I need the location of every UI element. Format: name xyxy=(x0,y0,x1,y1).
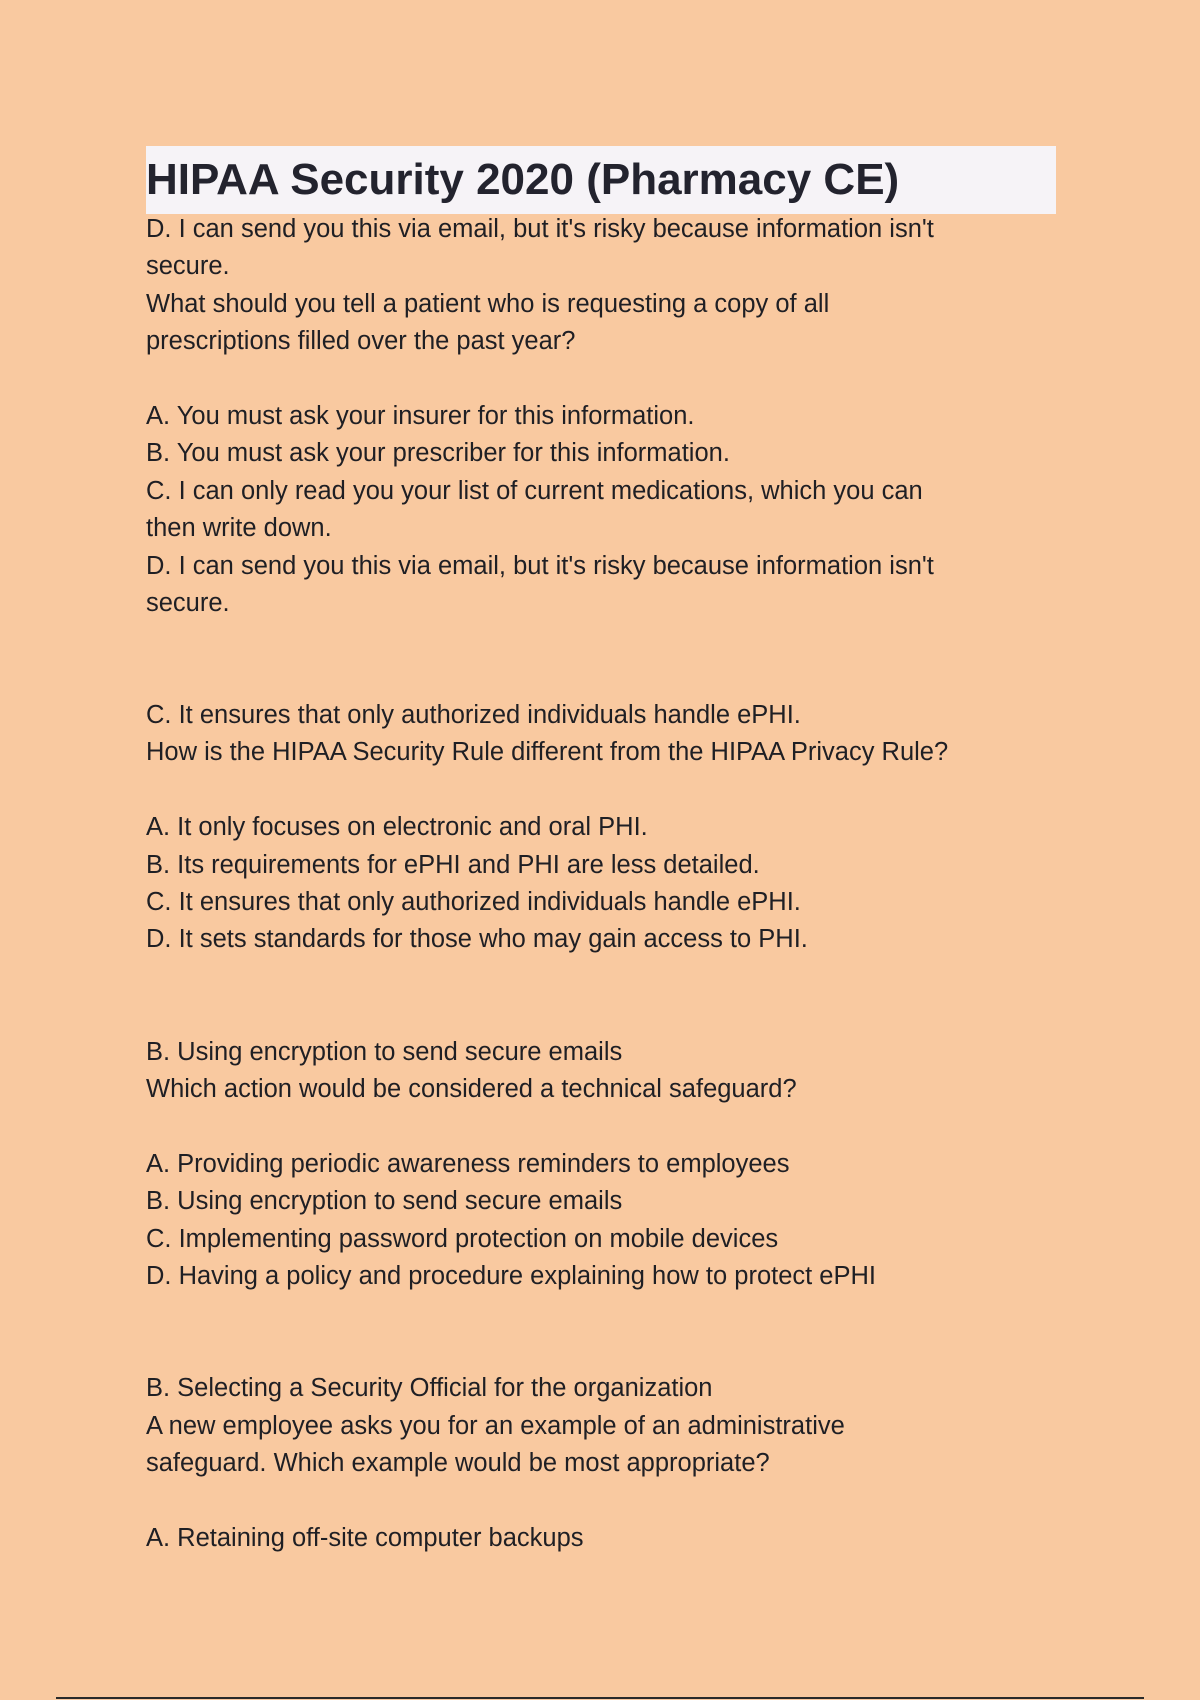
option-line: D. Having a policy and procedure explaining how to protect ePHI xyxy=(146,1261,876,1290)
question-line: How is the HIPAA Security Rule different from the HIPAA Privacy Rule? xyxy=(146,738,949,767)
option-line: A. You must ask your insurer for this information. xyxy=(146,401,695,430)
option-line: C. I can only read you your list of current medications, which you can xyxy=(146,476,923,505)
option-line: then write down. xyxy=(146,514,332,543)
answer-line: B. Using encryption to send secure emails xyxy=(146,1037,623,1066)
option-line: C. It ensures that only authorized individuals handle ePHI. xyxy=(146,888,801,917)
spacer xyxy=(146,1482,1066,1519)
page-title: HIPAA Security 2020 (Pharmacy CE) xyxy=(146,155,900,204)
question-line: What should you tell a patient who is requesting a copy of all xyxy=(146,289,830,318)
qa-block-3 xyxy=(146,1034,1066,1296)
option-line: A. It only focuses on electronic and oral PHI. xyxy=(146,813,648,842)
answer-line: D. I can send you this via email, but it's risky because information isn't xyxy=(146,215,934,243)
question-line: A new employee asks you for an example of an administrative xyxy=(146,1411,845,1440)
option-line: C. Implementing password protection on mobile devices xyxy=(146,1224,779,1253)
answer-line: B. Selecting a Security Official for the organization xyxy=(146,1374,713,1403)
answer-line: C. It ensures that only authorized individuals handle ePHI. xyxy=(146,701,801,730)
option-line: D. It sets standards for those who may gain access to PHI. xyxy=(146,925,808,954)
spacer xyxy=(146,959,1066,1034)
spacer xyxy=(146,361,1066,398)
question-line: Which action would be considered a technical safeguard? xyxy=(146,1075,797,1104)
question-line: prescriptions filled over the past year? xyxy=(146,327,576,356)
qa-block-1 xyxy=(146,211,1066,622)
page-bottom-rule xyxy=(56,1697,1144,1699)
option-line: B. You must ask your prescriber for this information. xyxy=(146,439,730,468)
qa-block-4 xyxy=(146,1370,1066,1557)
spacer xyxy=(146,772,1066,809)
spacer xyxy=(146,1295,1066,1370)
option-line: B. Its requirements for ePHI and PHI are less detailed. xyxy=(146,850,760,879)
document-body xyxy=(146,211,1066,1557)
qa-block-2 xyxy=(146,697,1066,959)
option-line: A. Retaining off-site computer backups xyxy=(146,1523,584,1552)
spacer xyxy=(146,1108,1066,1145)
option-line: B. Using encryption to send secure emails xyxy=(146,1187,623,1216)
option-line: secure. xyxy=(146,588,230,617)
question-line: safeguard. Which example would be most appropriate? xyxy=(146,1448,770,1477)
answer-line: secure. xyxy=(146,252,230,281)
option-line: D. I can send you this via email, but it's risky because information isn't xyxy=(146,551,934,580)
spacer xyxy=(146,622,1066,697)
option-line: A. Providing periodic awareness reminders to employees xyxy=(146,1149,790,1178)
